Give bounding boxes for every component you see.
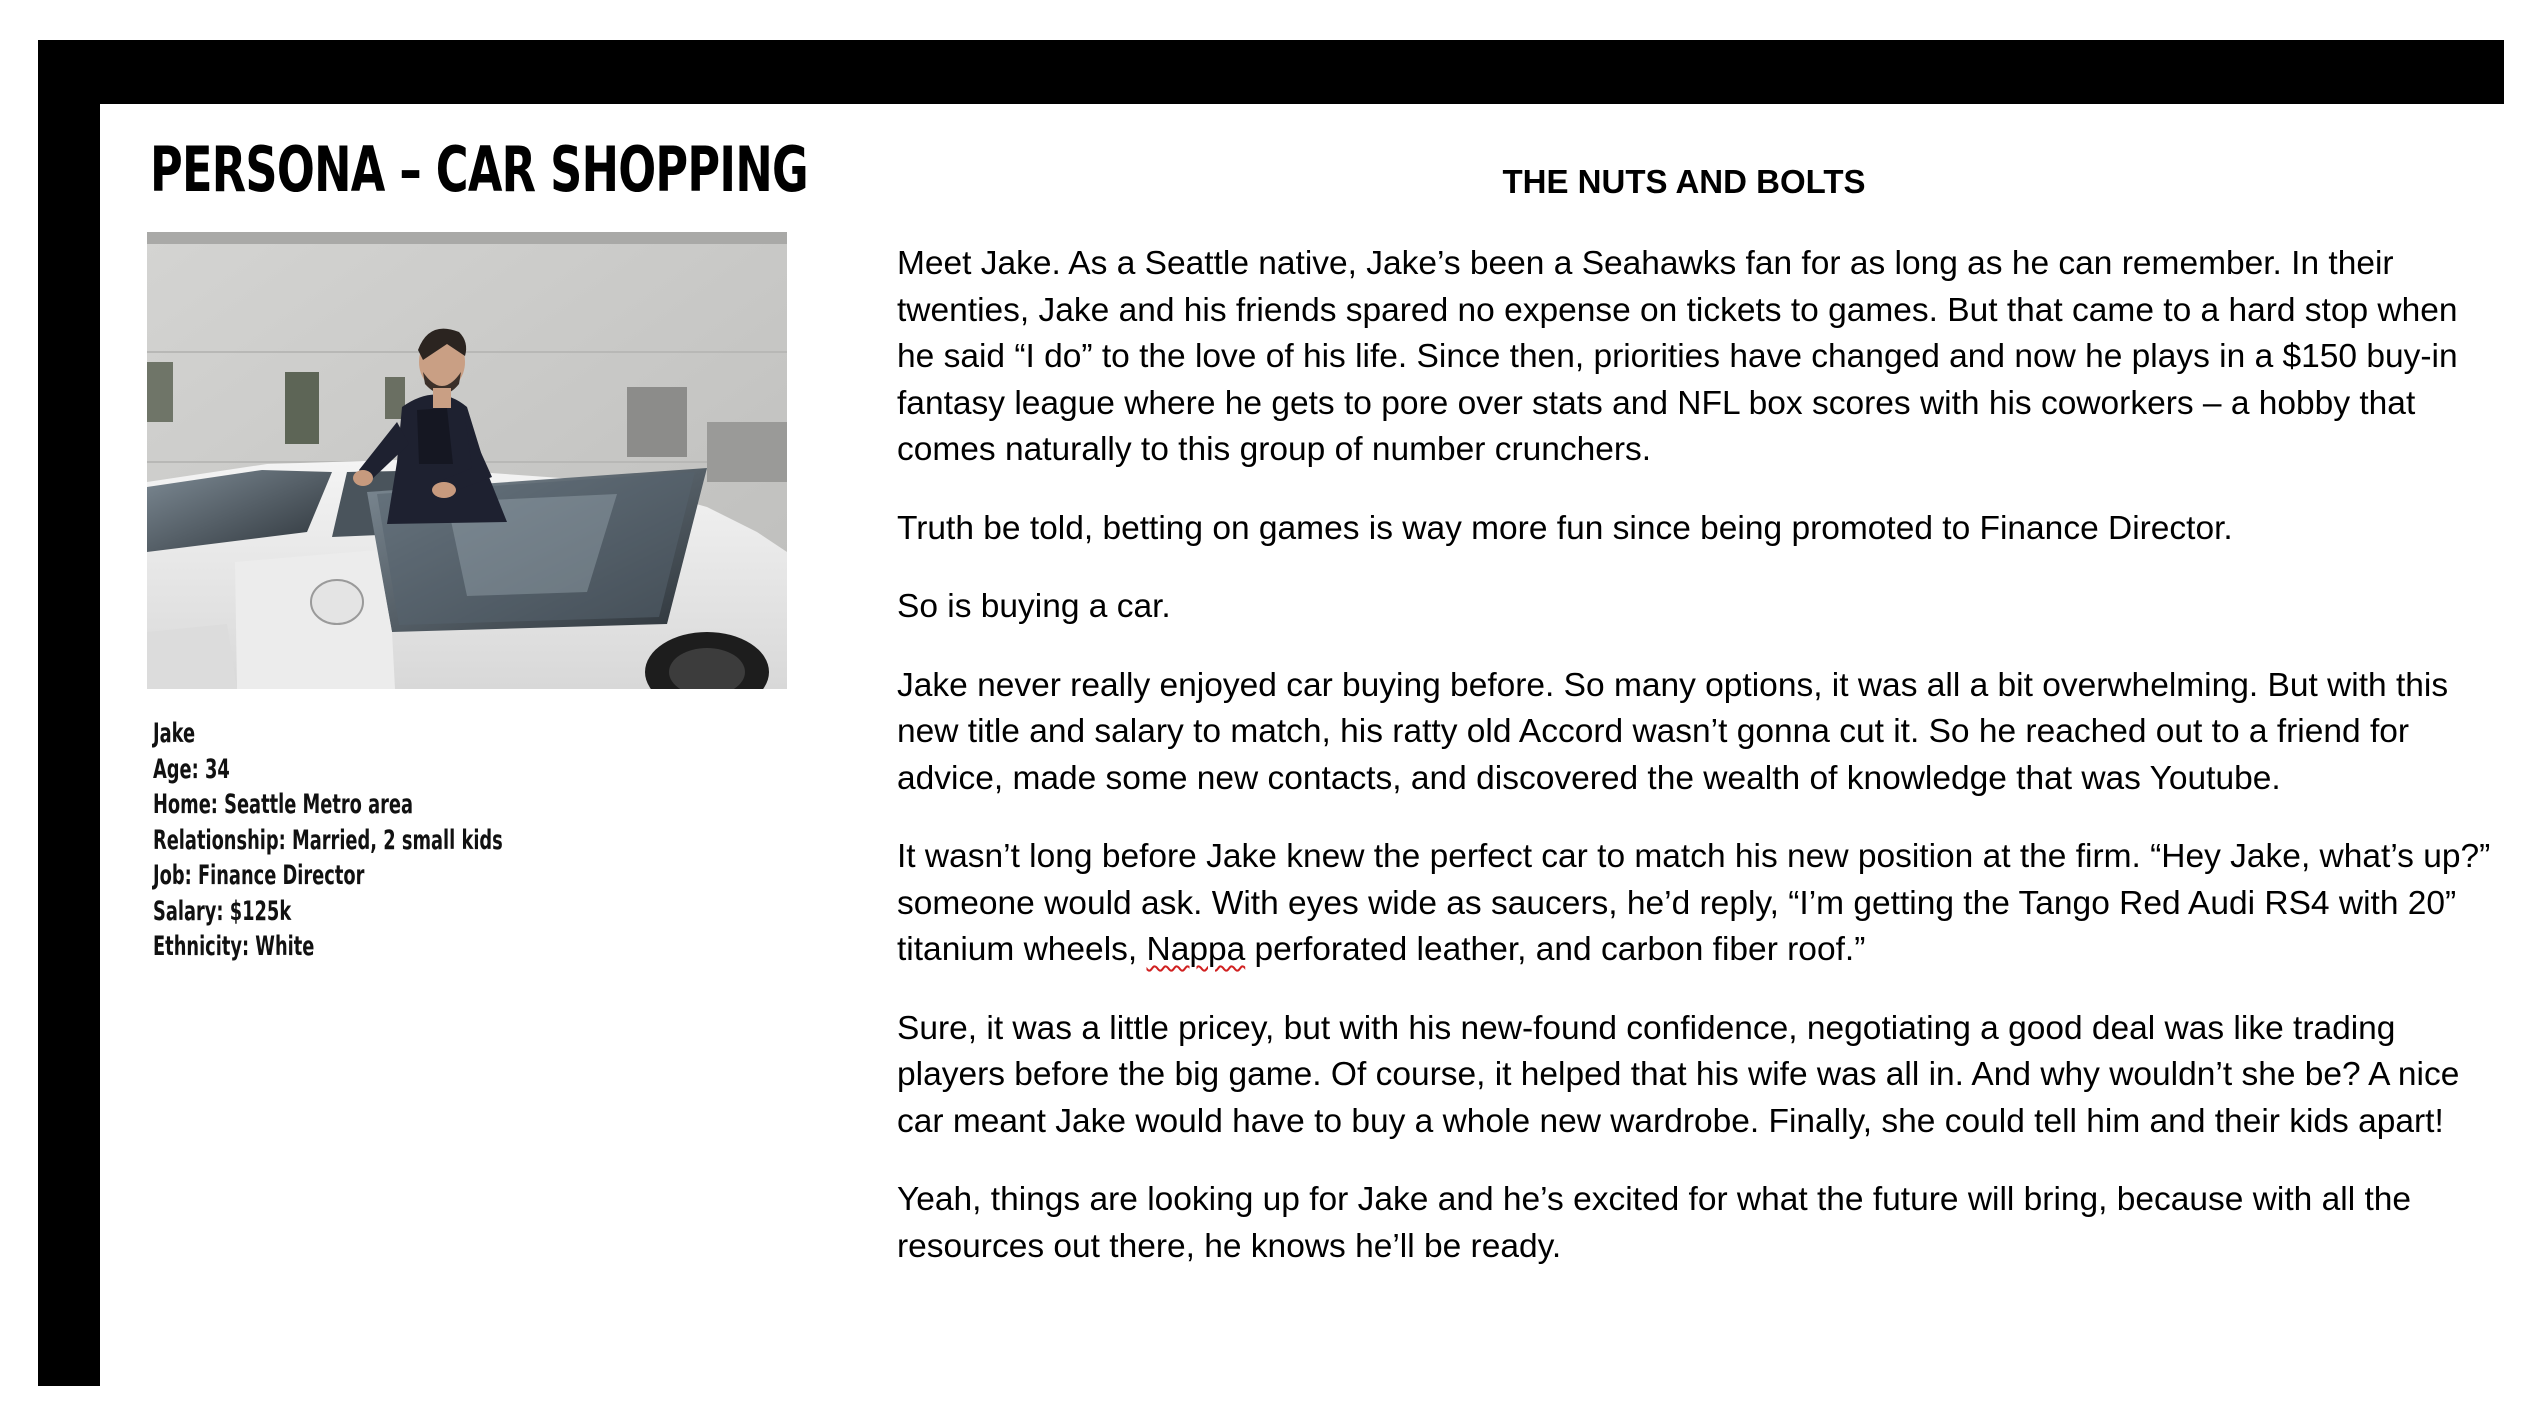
persona-ethnicity: Ethnicity: White [153,931,315,962]
story-paragraph: Yeah, things are looking up for Jake and he’s excited for what the future will bring, because with all the resources out there, he knows he’ll be ready. [897,1181,2412,1265]
story-paragraph [897,834,2497,974]
story-paragraph: Truth be told, betting on games is way more fun since being promoted to Finance Director. [897,509,2233,547]
persona-age: Age: 34 [153,753,230,785]
persona-job: Job: Finance Director [153,860,365,891]
persona-details [153,716,503,965]
story-paragraph: Jake never really enjoyed car buying before. So many options, it was all a bit overwhelming. But with this new title and salary to match, his ratty old Accord wasn’t gonna cut it. So he reached out to a friend for advice, made some new contacts, and discovered the wealth of knowledge that was Youtube. [897,666,2449,797]
slide [100,104,2518,1402]
persona-story [897,241,2497,1302]
story-paragraph: Sure, it was a little pricey, but with his new-found confidence, negotiating a good deal was like trading players before the big game. Of course, it helped that his wife was all in. And why wouldn’t she be? A nice car meant Jake would have to buy a whole new wardrobe. Finally, she could tell him and their kids apart! [897,1009,2460,1140]
story-text: It wasn’t long before Jake knew the perfect car to match his new position at the firm. “Hey Jake, what’s up?” someone would ask. With eyes wide as saucers, he’d reply, “I’m getting the Tango Red Audi RS4 with 20” titanium wheels, [897,838,2491,968]
persona-name: Jake [153,718,196,749]
story-text: perforated leather, and carbon fiber roof.” [1245,931,1866,968]
persona-relationship: Relationship: Married, 2 small kids [153,824,503,856]
story-paragraph: Meet Jake. As a Seattle native, Jake’s been a Seahawks fan for as long as he can remember. In their twenties, Jake and his friends spared no expense on tickets to games. But that came to a hard stop when he said “I do” to the love of his life. Since then, priorities have changed and now he plays in a $150 buy-in fantasy league where he gets to pore over stats and NFL box scores with his coworkers – a hobby that comes naturally to this group of number crunchers. [897,245,2458,468]
persona-photo [147,232,787,689]
persona-salary: Salary: $125k [153,895,292,927]
section-heading: THE NUTS AND BOLTS [1502,163,1866,200]
persona-home: Home: Seattle Metro area [153,789,414,820]
section-heading-container [100,162,2518,202]
story-paragraph: So is buying a car. [897,588,1171,625]
slide-title: PERSONA – CAR SHOPPING [150,133,808,206]
slide-frame [38,40,2504,1386]
spellcheck-flagged-word[interactable]: Nappa [1146,931,1246,968]
